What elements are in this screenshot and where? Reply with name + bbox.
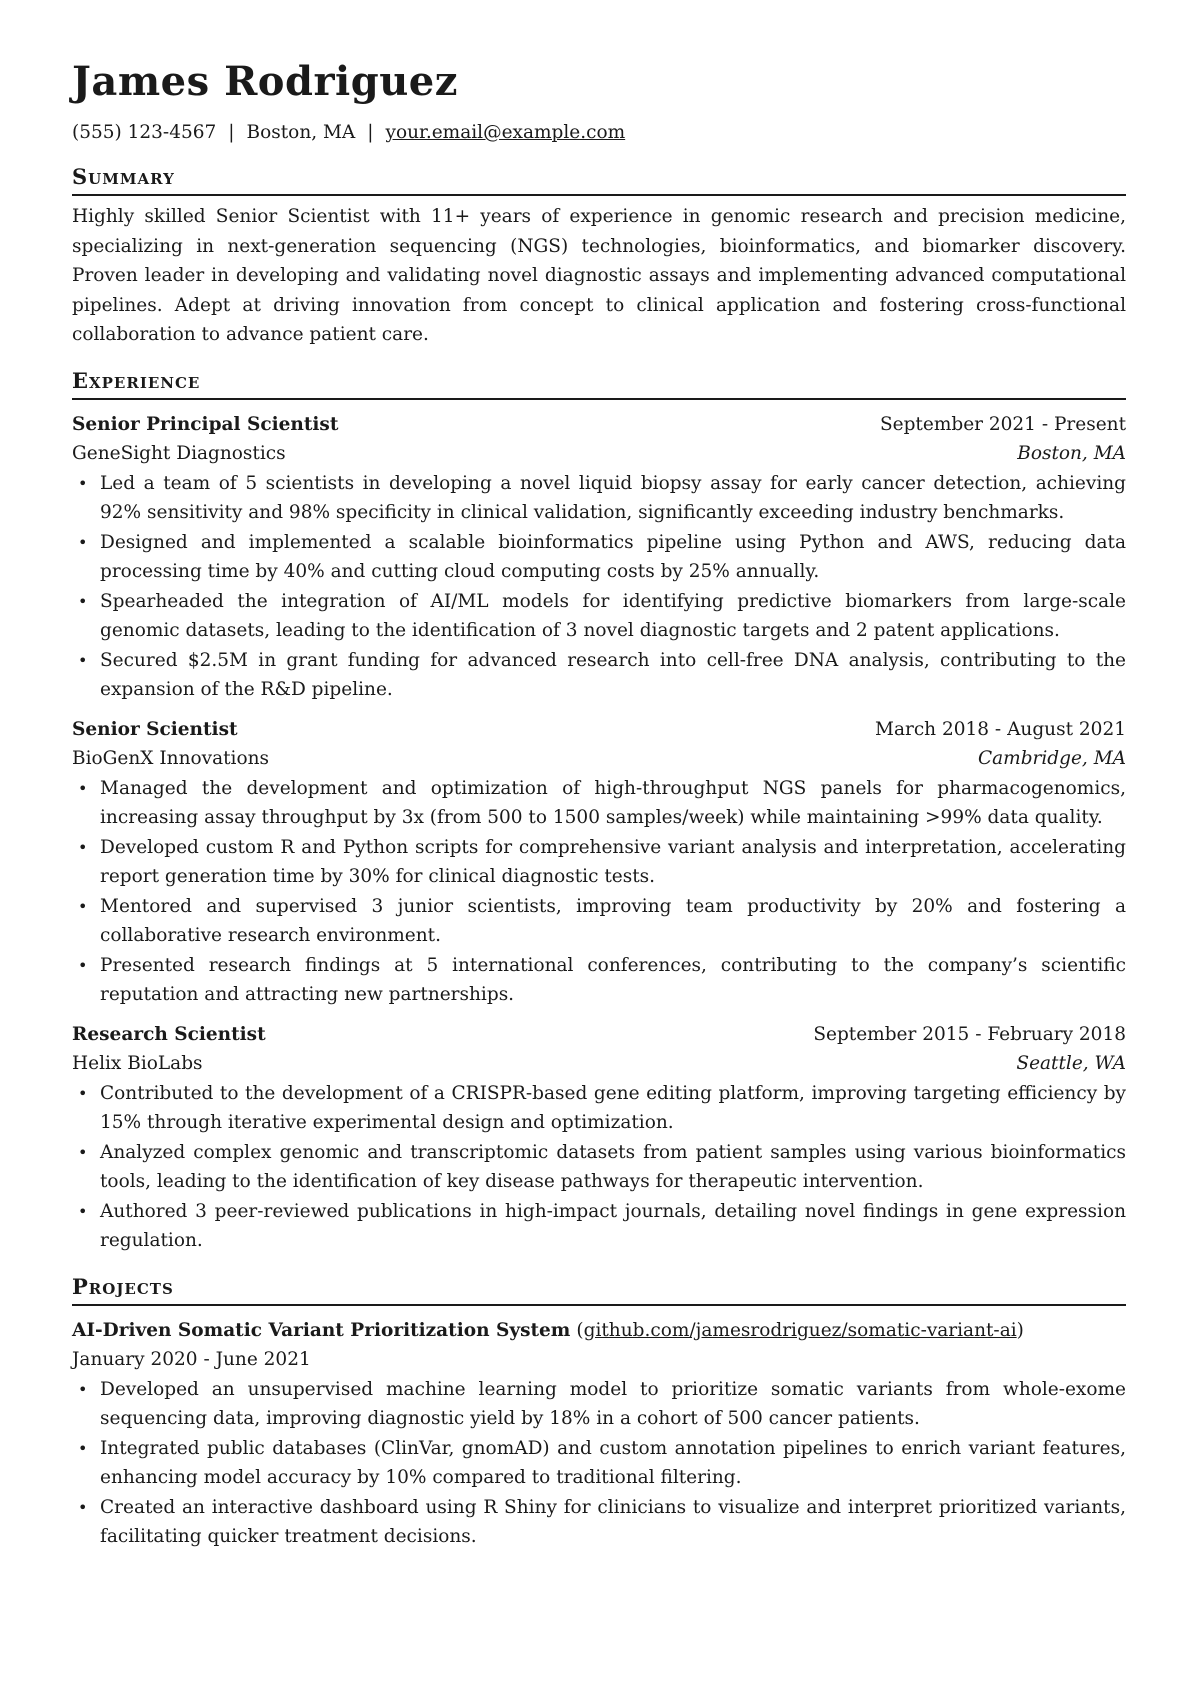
job-location: Seattle, WA: [1016, 1053, 1126, 1074]
project-dates: January 2020 - June 2021: [72, 1349, 311, 1370]
project-github-link[interactable]: github.com/jamesrodriguez/somatic-variant-ai: [583, 1319, 1017, 1341]
job-role: Senior Scientist: [72, 718, 238, 740]
bullet-text: Developed custom R and Python scripts for comprehensive variant analysis and interpretation, accelerating report generation time by 30% for clinical diagnostic tests.: [100, 836, 1126, 887]
job-subheader: [72, 1049, 1126, 1079]
job-location: Cambridge, MA: [977, 748, 1126, 769]
bullet-dot-icon: •: [78, 1497, 88, 1517]
bullet-text: Contributed to the development of a CRISPR-based gene editing platform, improving targeting efficiency by 15% through iterative experimental design and optimization.: [100, 1082, 1126, 1133]
bullet-dot-icon: •: [78, 1201, 88, 1221]
bullet-item: [78, 833, 1126, 892]
section-title-summary: Summary: [72, 162, 1126, 196]
bullet-dot-icon: •: [78, 1438, 88, 1458]
job-entry: [72, 410, 1126, 705]
bullet-text: Integrated public databases (ClinVar, gnomAD) and custom annotation pipelines to enrich variant features, enhancing model accuracy by 10% compared to traditional filtering.: [100, 1437, 1126, 1488]
bullet-text: Spearheaded the integration of AI/ML models for identifying predictive biomarkers from large-scale genomic datasets, leading to the identification of 3 novel diagnostic targets and 2 patent applications.: [100, 590, 1126, 641]
job-bullets: [72, 469, 1126, 705]
bullet-text: Analyzed complex genomic and transcriptomic datasets from patient samples using various bioinformatics tools, leading to the identification of key disease pathways for therapeutic intervention.: [100, 1141, 1126, 1192]
email-link[interactable]: your.email@example.com: [385, 122, 626, 143]
bullet-dot-icon: •: [78, 837, 88, 857]
phone: (555) 123-4567: [72, 122, 217, 143]
bullet-dot-icon: •: [78, 473, 88, 493]
job-header: [72, 1020, 1126, 1050]
contact-line: [72, 120, 1126, 146]
project-dates-row: [72, 1345, 1126, 1375]
bullet-item: [78, 1138, 1126, 1197]
bullet-dot-icon: •: [78, 955, 88, 975]
job-subheader: [72, 439, 1126, 469]
job-entry: [72, 715, 1126, 1010]
section-title-experience: Experience: [72, 366, 1126, 400]
job-company: GeneSight Diagnostics: [72, 443, 286, 464]
bullet-dot-icon: •: [78, 1083, 88, 1103]
job-entry: [72, 1020, 1126, 1256]
bullet-item: [78, 1079, 1126, 1138]
job-dates: September 2021 - Present: [879, 413, 1126, 435]
resume-content: [72, 58, 1126, 1552]
job-company: BioGenX Innovations: [72, 748, 269, 769]
job-bullets: [72, 774, 1126, 1010]
bullet-text: Created an interactive dashboard using R Shiny for clinicians to visualize and interpret prioritized variants, facilitating quicker treatment decisions.: [100, 1496, 1126, 1547]
job-location: Boston, MA: [1017, 443, 1126, 464]
candidate-name: James Rodriguez: [72, 58, 458, 105]
job-company: Helix BioLabs: [72, 1053, 203, 1074]
bullet-item: [78, 587, 1126, 646]
experience-section: [72, 366, 1126, 1256]
project-link-wrapper: (github.com/jamesrodriguez/somatic-variant-ai): [576, 1319, 1024, 1341]
bullet-text: Led a team of 5 scientists in developing a novel liquid biopsy assay for early cancer detection, achieving 92% sensitivity and 98% specificity in clinical validation, significantly exceeding industry benchmarks.: [100, 472, 1126, 523]
bullet-text: Presented research findings at 5 international conferences, contributing to the company’s scientific reputation and attracting new partnerships.: [100, 954, 1126, 1005]
job-header: [72, 410, 1126, 440]
project-bullets: [72, 1375, 1126, 1552]
bullet-item: [78, 892, 1126, 951]
bullet-dot-icon: •: [78, 591, 88, 611]
bullet-dot-icon: •: [78, 896, 88, 916]
contact-separator: |: [367, 122, 374, 143]
bullet-item: [78, 469, 1126, 528]
job-bullets: [72, 1079, 1126, 1256]
job-role: Senior Principal Scientist: [72, 413, 339, 435]
job-dates: March 2018 - August 2021: [875, 718, 1126, 740]
bullet-text: Authored 3 peer-reviewed publications in high-impact journals, detailing novel findings in gene expression regulation.: [100, 1200, 1126, 1251]
job-dates: September 2015 - February 2018: [813, 1023, 1126, 1045]
bullet-dot-icon: •: [78, 1142, 88, 1162]
bullet-dot-icon: •: [78, 532, 88, 552]
bullet-item: [78, 951, 1126, 1010]
bullet-dot-icon: •: [78, 1379, 88, 1399]
bullet-dot-icon: •: [78, 650, 88, 670]
bullet-item: [78, 646, 1126, 705]
bullet-text: Developed an unsupervised machine learning model to prioritize somatic variants from whole-exome sequencing data, improving diagnostic yield by 18% in a cohort of 500 cancer patients.: [100, 1378, 1126, 1429]
job-subheader: [72, 744, 1126, 774]
contact-separator: |: [228, 122, 235, 143]
bullet-item: [78, 1375, 1126, 1434]
projects-section: [72, 1272, 1126, 1552]
bullet-item: [78, 1197, 1126, 1256]
bullet-item: [78, 1434, 1126, 1493]
job-header: [72, 715, 1126, 745]
bullet-dot-icon: •: [78, 778, 88, 798]
summary-text: Highly skilled Senior Scientist with 11+ years of experience in genomic research and precision medicine, specializing in next-generation sequencing (NGS) technologies, bioinformatics, and biomarker discovery. Proven leader in developing and validating novel diagnostic assays and implementing advanced computational pipelines. Adept at driving innovation from concept to clinical application and fostering cross-functional collaboration to advance patient care.: [72, 206, 1126, 345]
bullet-item: [78, 774, 1126, 833]
bullet-text: Managed the development and optimization of high-throughput NGS panels for pharmacogenomics, increasing assay throughput by 3x (from 500 to 1500 samples/week) while maintaining >99% data quality.: [100, 777, 1126, 828]
project-header: [72, 1316, 1126, 1346]
project-entry: [72, 1316, 1126, 1552]
bullet-item: [78, 528, 1126, 587]
location: Boston, MA: [246, 122, 356, 143]
project-name: AI-Driven Somatic Variant Prioritization System: [72, 1319, 571, 1341]
bullet-text: Designed and implemented a scalable bioinformatics pipeline using Python and AWS, reducing data processing time by 40% and cutting cloud computing costs by 25% annually.: [100, 531, 1126, 582]
bullet-text: Secured $2.5M in grant funding for advanced research into cell-free DNA analysis, contributing to the expansion of the R&D pipeline.: [100, 649, 1126, 700]
section-title-projects: Projects: [72, 1272, 1126, 1306]
bullet-text: Mentored and supervised 3 junior scientists, improving team productivity by 20% and fostering a collaborative research environment.: [100, 895, 1126, 946]
summary-section: [72, 162, 1126, 350]
bullet-item: [78, 1493, 1126, 1552]
job-role: Research Scientist: [72, 1023, 266, 1045]
